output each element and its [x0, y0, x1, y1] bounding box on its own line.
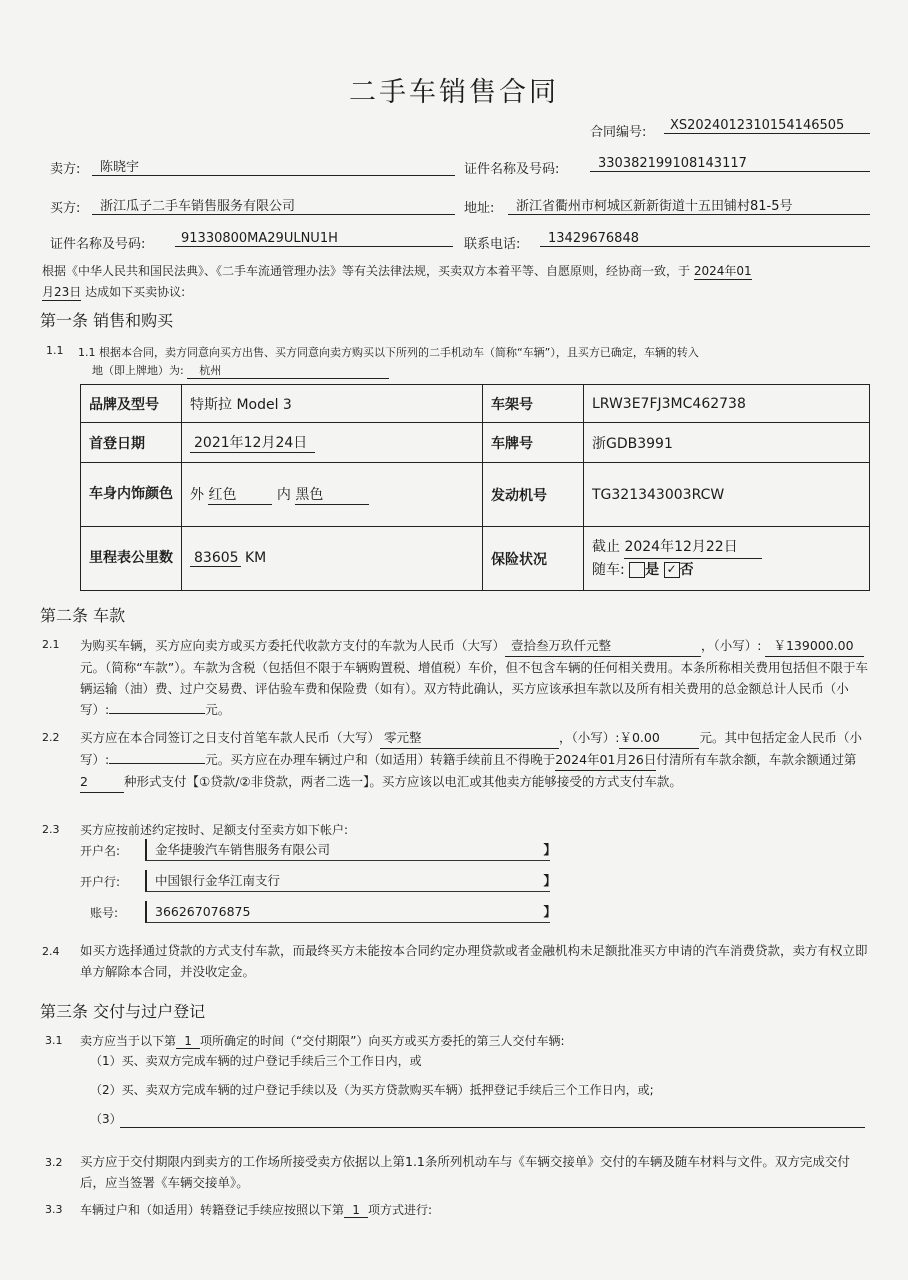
- first-payment-upper: 零元整: [380, 727, 559, 749]
- vin-label: 车架号: [483, 385, 584, 423]
- brand-label: 品牌及型号: [81, 385, 182, 423]
- insurance-expiry: [592, 536, 861, 559]
- exterior-prefix: 外: [190, 487, 204, 503]
- follow-car-row: [592, 559, 861, 581]
- article-3-3-part-b: 项方式进行:: [368, 1203, 433, 1217]
- article-2-1-part-c: 元。（简称“车款”）。车款为含税（包括但不限于车辆购置税、增值税）车价，但不包含车辆的任何相关费用。本条所称相关费用包括但不限于车辆运输（油）费、过户交易费、评估验车费和保险费（如有）。双方特此确认，买方应该承担车款以及所有相关费用的总金额总计人民币（小写）:: [80, 660, 868, 717]
- plate-value: 浙GDB3991: [584, 423, 870, 463]
- article-3-1-text: [80, 1032, 565, 1049]
- article-2-title: 第二条 车款: [40, 606, 126, 625]
- option-yes-label: 是: [645, 562, 660, 578]
- plate-label: 车牌号: [483, 423, 584, 463]
- intro-date-part2: 月23日: [42, 285, 82, 299]
- mileage-unit: KM: [245, 550, 267, 566]
- insurance-date: 2024年12月22日: [624, 536, 761, 559]
- delivery-option-3-blank: [120, 1127, 865, 1128]
- seller-name: 陈晓宇: [92, 156, 455, 176]
- total-price-upper: 壹拾叁万玖仟元整: [505, 635, 701, 657]
- delivery-option-3-label: （3）: [90, 1112, 122, 1126]
- article-2-1-part-b: ，（小写）:: [701, 638, 762, 653]
- color-label: 车身内饰颜色: [81, 463, 182, 527]
- seller-label: 卖方:: [50, 162, 81, 177]
- address-value: 浙江省衢州市柯城区新新街道十五田铺村81-5号: [508, 195, 870, 215]
- checkbox-yes[interactable]: [629, 562, 645, 578]
- interior-color: 黑色: [295, 484, 369, 505]
- article-2-1-part-a: 为购买车辆，买方应向卖方或买方委托代收款方支付的车款为人民币（大写）: [80, 638, 506, 653]
- article-2-4-text: 如买方选择通过贷款的方式支付车款，而最终买方未能按本合同约定办理贷款或者金融机构未足额批准买方申请的汽车消费贷款，卖方有权立即单方解除本合同，并没收定金。: [80, 943, 868, 979]
- buyer-id-value: 91330800MA29ULNU1H: [175, 231, 453, 247]
- final-payment-date: 2024年01月26日: [555, 749, 656, 771]
- article-2-2-text: [80, 727, 870, 793]
- intro-part-b: 达成如下买卖协议:: [85, 285, 186, 299]
- article-2-1-text: [80, 635, 870, 720]
- first-payment-lower: ￥0.00: [619, 727, 699, 749]
- contract-number-value: XS20240123101541465​05: [664, 118, 870, 134]
- article-2-3-text: 买方应按前述约定按时、足额支付至卖方如下帐户:: [80, 823, 349, 837]
- article-2-1-num: 2.1: [42, 638, 60, 651]
- table-row: [81, 527, 870, 591]
- brand-value: 特斯拉 Model 3: [182, 385, 483, 423]
- account-bank-field: 中国银行金华江南支行 】: [145, 870, 550, 892]
- delivery-option-number: 1: [176, 1034, 200, 1049]
- article-3-3-num: 3.3: [45, 1203, 63, 1216]
- seller-id-label: 证件名称及号码:: [464, 162, 560, 177]
- article-1-1-text-2: [92, 362, 389, 379]
- table-row: [81, 385, 870, 423]
- total-price-lower: ￥139000.00: [765, 635, 863, 657]
- article-3-1-part-b: 项所确定的时间（“交付期限”）向买方或买方委托的第三人交付车辆:: [200, 1034, 565, 1048]
- delivery-option-1: （1）买、卖双方完成车辆的过户登记手续后三个工作日内，或: [90, 1054, 422, 1068]
- article-1-1-text: 1.1 根据本合同，卖方同意向买方出售、买方同意向卖方购买以下所列的二手机动车（简称“车辆”），且买方已确定，车辆的转入: [78, 346, 699, 359]
- insurance-cell: [584, 527, 870, 591]
- account-name-label: 开户名:: [80, 844, 121, 858]
- article-2-2-part-f: 种形式支付【①贷款/②非贷款，两者二选一】。买方应该以电汇或其他卖方能够接受的方式支付车款。: [124, 774, 682, 789]
- account-bank-value: 中国银行金华江南支行: [155, 873, 281, 888]
- deposit-blank: [109, 763, 205, 764]
- mileage-value: 83605: [190, 550, 241, 567]
- transfer-city: 杭州: [187, 362, 389, 379]
- article-3-1-num: 3.1: [45, 1034, 63, 1047]
- insurance-label: 保险状况: [483, 527, 584, 591]
- buyer-id-label: 证件名称及号码:: [50, 237, 146, 252]
- account-name-value: 金华捷骏汽车销售服务有限公司: [155, 842, 331, 857]
- table-row: [81, 423, 870, 463]
- buyer-label: 买方:: [50, 201, 81, 216]
- account-number-value: 366267076875: [155, 904, 251, 919]
- intro-date-part1: 2024年01: [693, 264, 752, 278]
- address-label: 地址:: [464, 201, 495, 216]
- phone-label: 联系电话:: [464, 237, 521, 252]
- article-3-1-part-a: 卖方应当于以下第: [80, 1034, 177, 1048]
- account-bank-label: 开户行:: [80, 875, 121, 889]
- article-2-2-part-b: ，（小写）:: [559, 730, 620, 745]
- checkbox-no[interactable]: ✓: [664, 562, 680, 578]
- article-2-2-part-c: 元。其中包括定金人民币（小写）:: [80, 730, 862, 767]
- article-3-2-text: 买方应于交付期限内到卖方的工作场所接受卖方依据以上第1.1条所列机动车与《车辆交接单》交付的车辆及随车材料与文件。双方完成交付后，应当签署《车辆交接单》。: [80, 1154, 850, 1190]
- table-row: [81, 463, 870, 527]
- reg-date-label: 首登日期: [81, 423, 182, 463]
- engine-label: 发动机号: [483, 463, 584, 527]
- mileage-cell: [182, 527, 483, 591]
- article-2-2-part-d: 元。买方应在办理车辆过户和（如适用）转籍手续前且不得晚于: [205, 752, 556, 767]
- delivery-option-2: （2）买、卖双方完成车辆的过户登记手续以及（为买方贷款购买车辆）抵押登记手续后三个工作日内，或;: [90, 1083, 654, 1097]
- article-2-3-num: 2.3: [42, 823, 60, 836]
- follow-car-label: 随车:: [592, 562, 625, 578]
- article-2-2-num: 2.2: [42, 731, 60, 744]
- reg-date-cell: [182, 423, 483, 463]
- mileage-label: 里程表公里数: [81, 527, 182, 591]
- seller-id-value: 330382199108143117: [590, 156, 870, 172]
- article-3-2-num: 3.2: [45, 1156, 63, 1169]
- vehicle-info-table: [80, 384, 870, 591]
- total-amount-blank: [109, 713, 205, 714]
- article-2-1-part-d: 元。: [205, 702, 231, 717]
- contract-number-label: 合同编号:: [590, 125, 647, 140]
- intro-text-line2: [42, 283, 185, 301]
- transfer-option-number: 1: [344, 1203, 368, 1218]
- interior-prefix: 内: [276, 487, 291, 503]
- phone-value: 13429676848: [540, 231, 870, 247]
- account-number-label: 账号:: [90, 906, 119, 920]
- article-1-1-num: 1.1: [46, 344, 64, 357]
- intro-text: [42, 262, 752, 280]
- article-3-3-text: [80, 1201, 432, 1218]
- article-2-2-part-a: 买方应在本合同签订之日支付首笔车款人民币（大写）: [80, 730, 381, 745]
- article-2-2-part-e: 付清所有车款余额，车款余额通过第: [656, 752, 857, 767]
- intro-part-a: 根据《中华人民共和国民法典》、《二手车流通管理办法》等有关法律法规，买卖双方本着平等、自愿原则，经协商一致，于: [42, 264, 691, 278]
- exterior-color: 红色: [208, 484, 272, 505]
- account-number-field: 366267076875 】: [145, 901, 550, 923]
- reg-date-value: 2021年12月24日: [190, 432, 315, 453]
- article-1-title: 第一条 销售和购买: [40, 311, 174, 330]
- article-3-3-part-a: 车辆过户和（如适用）转籍登记手续应按照以下第: [80, 1203, 345, 1217]
- color-cell: [182, 463, 483, 527]
- article-2-4-num: 2.4: [42, 945, 60, 958]
- document-title: 二手车销售合同: [349, 77, 559, 108]
- option-no-label: 否: [679, 562, 694, 578]
- transfer-location-label: 地（即上牌地）为:: [92, 364, 184, 377]
- engine-value: TG321343003RCW: [584, 463, 870, 527]
- account-name-field: 金华捷骏汽车销售服务有限公司 】: [145, 839, 550, 861]
- article-3-title: 第三条 交付与过户登记: [40, 1002, 206, 1021]
- buyer-name: 浙江瓜子二手车销售服务有限公司: [92, 195, 455, 215]
- payment-method-number: 2: [80, 771, 124, 793]
- insurance-prefix: 截止: [592, 539, 620, 555]
- vin-value: LRW3E7FJ3MC462738: [584, 385, 870, 423]
